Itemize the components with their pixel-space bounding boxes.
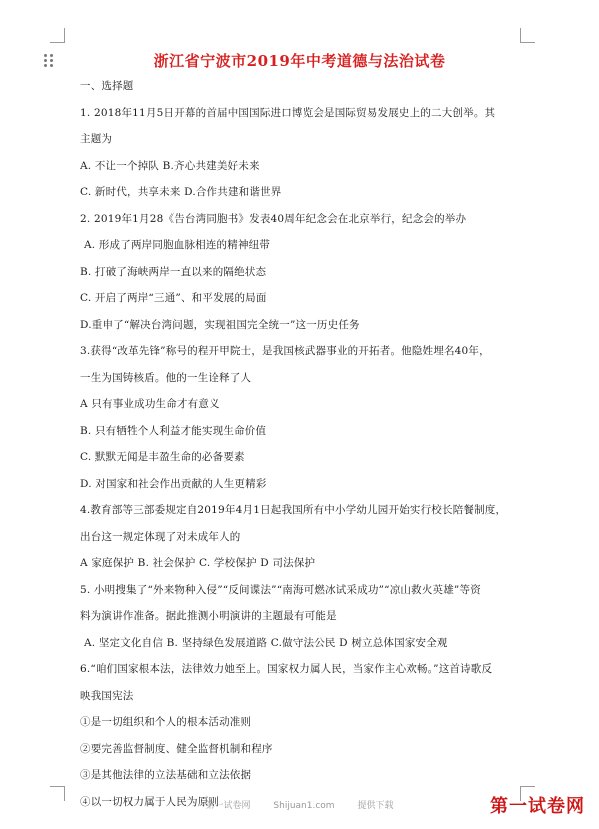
question-2-option-a: A. 形成了两岸同胞血脉相连的精神纽带 (84, 239, 271, 251)
question-5-options: A. 坚定文化自信 B. 坚持绿色发展道路 C.做守法公民 D 树立总体国家安全观 (84, 636, 448, 649)
question-2-option-b: B. 打破了海峡两岸一直以来的隔绝状态 (80, 265, 267, 278)
footer-site-name: 第一试卷网 (205, 801, 251, 811)
question-6-line-2: 映我国宪法 (80, 689, 134, 702)
question-6-item-2: ②要完善监督制度、健全监督机制和程序 (80, 742, 273, 755)
question-2-option-c: C. 开启了两岸“三通”、和平发展的局面 (80, 292, 267, 304)
brand-watermark: 第一试卷网 (490, 796, 585, 817)
question-5-line-2: 料为演讲作准备。据此推测小明演讲的主题最有可能是 (80, 610, 337, 622)
question-3-option-c: C. 默默无闻是丰盈生命的必备要素 (80, 451, 245, 463)
crop-mark-top-right (520, 28, 535, 43)
question-3-option-d: D. 对国家和社会作出贡献的人生更精彩 (80, 477, 267, 490)
question-2-option-d: D.重申了“解决台湾问题，实现祖国完全统一”这一历史任务 (80, 318, 360, 331)
question-6-item-3: ③是其他法律的立法基础和立法依据 (80, 769, 252, 781)
question-6-item-1: ①是一切组织和个人的根本活动准则 (80, 716, 252, 728)
question-4-line-1: 4.教育部等三部委规定自2019年4月1日起我国所有中小学幼儿园开始实行校长陪餐制度， (80, 504, 507, 516)
question-3-option-a: A 只有事业成功生命才有意义 (80, 398, 220, 410)
section-heading: 一、选择题 (80, 80, 134, 92)
question-2-stem: 2. 2019年1月28《告台湾同胞书》发表40周年纪念会在北京举行，纪念会的举办 (80, 212, 467, 225)
question-3-line-2: 一生为国铸核盾。他的一生诠释了人 (80, 371, 252, 384)
document-title: 浙江省宁波市2019年中考道德与法治试卷 (153, 52, 446, 70)
question-5-line-1: 5. 小明搜集了“外来物种入侵”“反间谍法”“南海可燃冰试采成功”“凉山救火英雄”等资 (80, 583, 481, 596)
question-1-line-2: 主题为 (80, 133, 113, 145)
crop-mark-top-left (50, 28, 65, 43)
question-1-options-ab: A. 不让一个掉队 B.齐心共建美好未来 (80, 159, 260, 172)
question-6-line-1: 6.“咱们国家根本法，法律效力她至上。国家权力属人民，当家作主心欢畅。”这首诗歌反 (80, 663, 493, 675)
footer-download-note: 提供下载 (357, 801, 394, 811)
footer-site-url[interactable]: Shijuan1.com (273, 801, 335, 811)
question-1-line-1: 1. 2018年11月5日开幕的首届中国国际进口博览会是国际贸易发展史上的二大创举。其 (80, 106, 496, 119)
question-6-item-4: ④以一切权力属于人民为原则 (80, 795, 220, 808)
question-4-options: A 家庭保护 B. 社会保护 C. 学校保护 D 司法保护 (80, 557, 316, 569)
question-3-line-1: 3.获得“改革先锋”称号的程开甲院士，是我国核武器事业的开拓者。他隐姓埋名40年， (80, 345, 490, 357)
question-3-option-b: B. 只有牺牲个人利益才能实现生命价值 (80, 424, 267, 437)
question-1-options-cd: C. 新时代，共享未来 D.合作共建和谐世界 (80, 186, 282, 198)
question-4-line-2: 出台这一规定体现了对未成年人的 (80, 530, 241, 543)
document-body (80, 80, 530, 822)
